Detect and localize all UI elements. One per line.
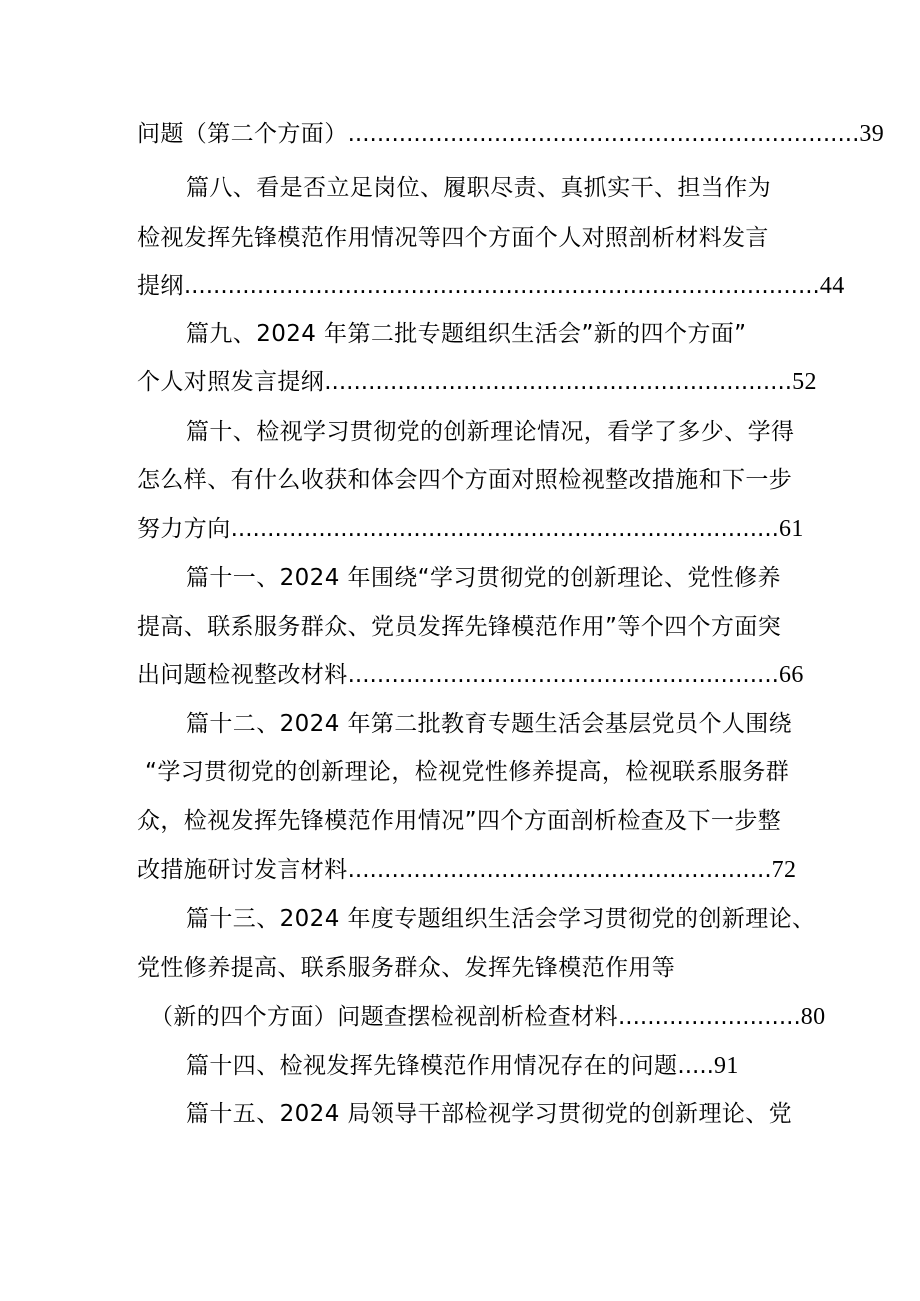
leader-dots: ....................................................................................... (183, 273, 820, 299)
toc-page-number: 72 (771, 857, 797, 883)
toc-entry-text: 众，检视发挥先锋模范作用情况”四个方面剖析检查及下一步整 (137, 808, 782, 834)
toc-entry-text: 篇十一、2024 年围绕“学习贯彻党的创新理论、党性修养 (186, 565, 781, 591)
toc-page-number: 66 (778, 662, 804, 688)
toc-entry-line (0, 850, 920, 890)
toc-entry-text: 篇九、2024 年第二批专题组织生活会”新的四个方面” (186, 321, 747, 347)
toc-entry-text: 篇八、看是否立足岗位、履职尽责、真抓实干、担当作为 (186, 175, 771, 201)
toc-entry-line (0, 801, 920, 841)
toc-entry-text: 篇十、检视学习贯彻党的创新理论情况，看学了多少、学得 (186, 419, 795, 445)
leader-dots: ...................................................................... (347, 121, 860, 147)
toc-entry-line (0, 509, 920, 549)
toc-entry-line (0, 948, 920, 988)
toc-page-number: 44 (819, 273, 845, 299)
toc-entry-line (0, 412, 920, 452)
toc-entry-line (0, 1094, 920, 1134)
toc-entry-line (0, 266, 920, 306)
toc-entry-text: 检视发挥先锋模范作用情况等四个方面个人对照剖析材料发言 (137, 225, 769, 251)
toc-entry-text: 出问题检视整改材料 (137, 662, 348, 688)
toc-entry-line (0, 655, 920, 695)
toc-page-number: 39 (859, 121, 885, 147)
toc-entry-text: 提高、联系服务群众、党员发挥先锋模范作用”等个四个方面突 (137, 614, 782, 640)
toc-entry-line (0, 899, 920, 939)
toc-entry-text: 篇十二、2024 年第二批教育专题生活会基层党员个人围绕 (186, 711, 793, 737)
toc-page-number: 80 (800, 1004, 826, 1030)
toc-entry-line (0, 114, 920, 154)
leader-dots: ........................................................................... (230, 516, 779, 542)
toc-entry-text: 提纲 (137, 273, 184, 299)
leader-dots: .......................................................... (347, 857, 772, 883)
toc-entry-line (0, 752, 920, 792)
toc-entry-line (0, 168, 920, 208)
toc-entry-line (0, 218, 920, 258)
toc-entry-text: “学习贯彻党的创新理论，检视党性修养提高，检视联系服务群 (145, 759, 790, 785)
toc-entry-text: 怎么样、有什么收获和体会四个方面对照检视整改措施和下一步 (137, 467, 793, 493)
toc-entry-text: 问题（第二个方面） (137, 121, 348, 147)
toc-entry-line (0, 314, 920, 354)
toc-page-number: 52 (792, 369, 817, 395)
leader-dots: ..... (677, 1053, 714, 1079)
toc-entry-text: 篇十四、检视发挥先锋模范作用情况存在的问题 (186, 1053, 678, 1079)
toc-entry-text: 努力方向 (137, 516, 231, 542)
toc-entry-text: 个人对照发言提纲 (137, 369, 325, 395)
leader-dots: ........................................................... (347, 662, 779, 688)
leader-dots: ................................................................ (324, 369, 793, 395)
toc-entry-text: 篇十五、2024 局领导干部检视学习贯彻党的创新理论、党 (186, 1101, 793, 1127)
leader-dots: ......................... (618, 1004, 801, 1030)
toc-entry-line (0, 607, 920, 647)
toc-entry-line (0, 362, 920, 402)
toc-entry-line (0, 558, 920, 598)
toc-entry-line (0, 997, 920, 1037)
toc-entry-line (0, 460, 920, 500)
toc-page-number: 61 (778, 516, 804, 542)
toc-entry-line (0, 1046, 920, 1086)
toc-entry-text: 篇十三、2024 年度专题组织生活会学习贯彻党的创新理论、 (186, 906, 816, 932)
toc-entry-text: 党性修养提高、联系服务群众、发挥先锋模范作用等 (137, 955, 676, 981)
toc-entry-text: 改措施研讨发言材料 (137, 857, 348, 883)
toc-entry-line (0, 704, 920, 744)
toc-page-number: 91 (713, 1053, 739, 1079)
toc-entry-text: （新的四个方面）问题查摆检视剖析检查材料 (150, 1004, 618, 1030)
